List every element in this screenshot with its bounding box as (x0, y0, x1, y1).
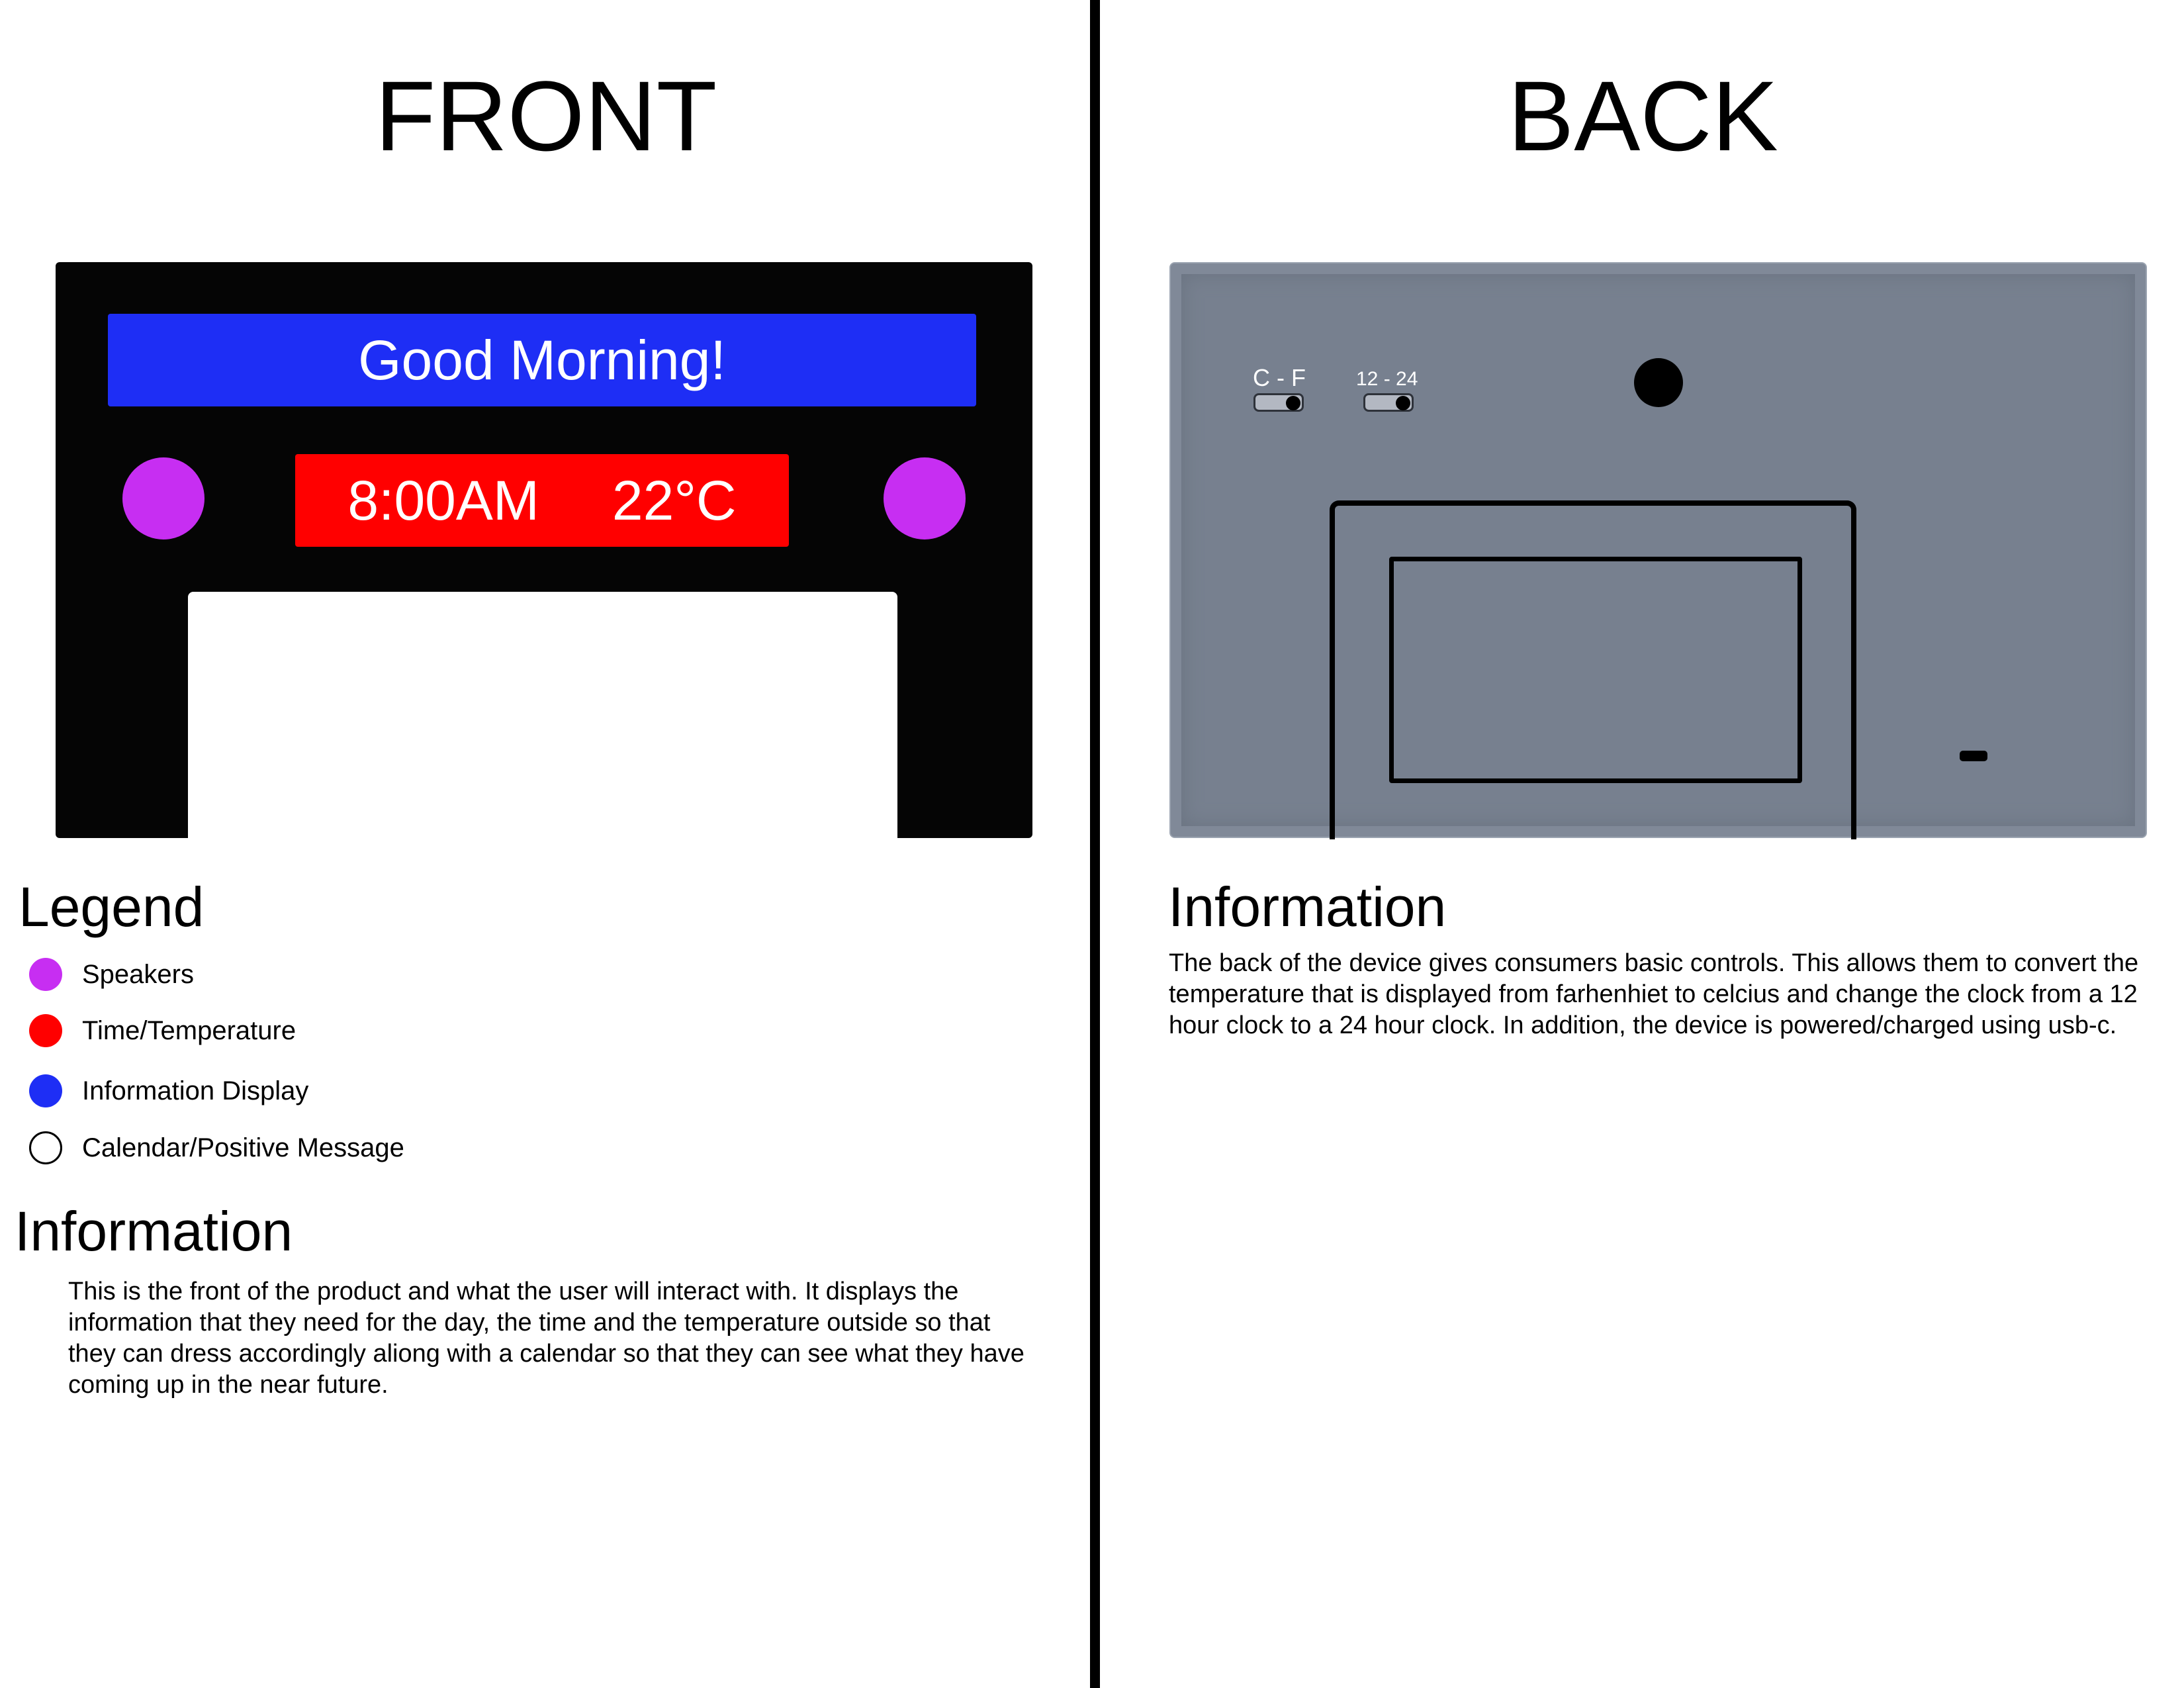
front-information-title: Information (15, 1200, 293, 1262)
legend-item-information-display (29, 1074, 308, 1108)
cf-switch-label: C - F (1253, 364, 1306, 391)
back-information-title: Information (1168, 876, 1447, 938)
time-temperature-display (295, 454, 789, 547)
front-information-text: This is the front of the product and what the user will interact with. It displays the information that they need for the day, the time and the temperature outside so that they can dress accordingly aliong with a calendar so that they can see what they have coming up in the near future. (68, 1278, 1024, 1399)
legend-label: Information Display (82, 1076, 309, 1105)
legend-label: Calendar/Positive Message (82, 1133, 404, 1162)
front-device-illustration (56, 262, 1032, 838)
usb-c-port (1960, 751, 1987, 761)
legend-swatch (29, 1131, 62, 1164)
legend-title: Legend (19, 876, 205, 938)
legend-item-calendar (29, 1131, 404, 1165)
legend-swatch (29, 1074, 62, 1107)
speaker-left (122, 457, 205, 539)
legend-item-time-temperature (29, 1013, 296, 1048)
legend-swatch (29, 958, 62, 991)
cf-switch (1253, 393, 1304, 412)
information-display: Good Morning! (108, 314, 976, 406)
legend-item-speakers (29, 957, 194, 992)
legend-swatch (29, 1014, 62, 1047)
switch-knob (1396, 396, 1410, 410)
back-device-illustration (1169, 262, 2147, 838)
front-title: FRONT (375, 60, 717, 171)
switch-knob (1286, 396, 1300, 410)
center-divider (1090, 0, 1100, 1688)
mount-hole (1634, 358, 1683, 407)
temperature-readout: 22°C (612, 469, 737, 532)
legend-label: Time/Temperature (82, 1015, 296, 1045)
back-title: BACK (1508, 60, 1778, 171)
back-panel-outline (1389, 557, 1802, 783)
calendar-message-area (188, 592, 897, 838)
clock-switch-label: 12 - 24 (1356, 368, 1418, 390)
time-readout: 8:00AM (347, 469, 539, 532)
back-information-text: The back of the device gives consumers basic controls. This allows them to convert the temperature that is displayed from farhenhiet to celcius and change the clock from a 12 hour clock to a 24 hour clock. In addition, the device is powered/charged using usb-c. (1169, 949, 2139, 1039)
clock-format-switch (1363, 393, 1414, 412)
speaker-right (884, 457, 966, 539)
legend-label: Speakers (82, 959, 194, 989)
